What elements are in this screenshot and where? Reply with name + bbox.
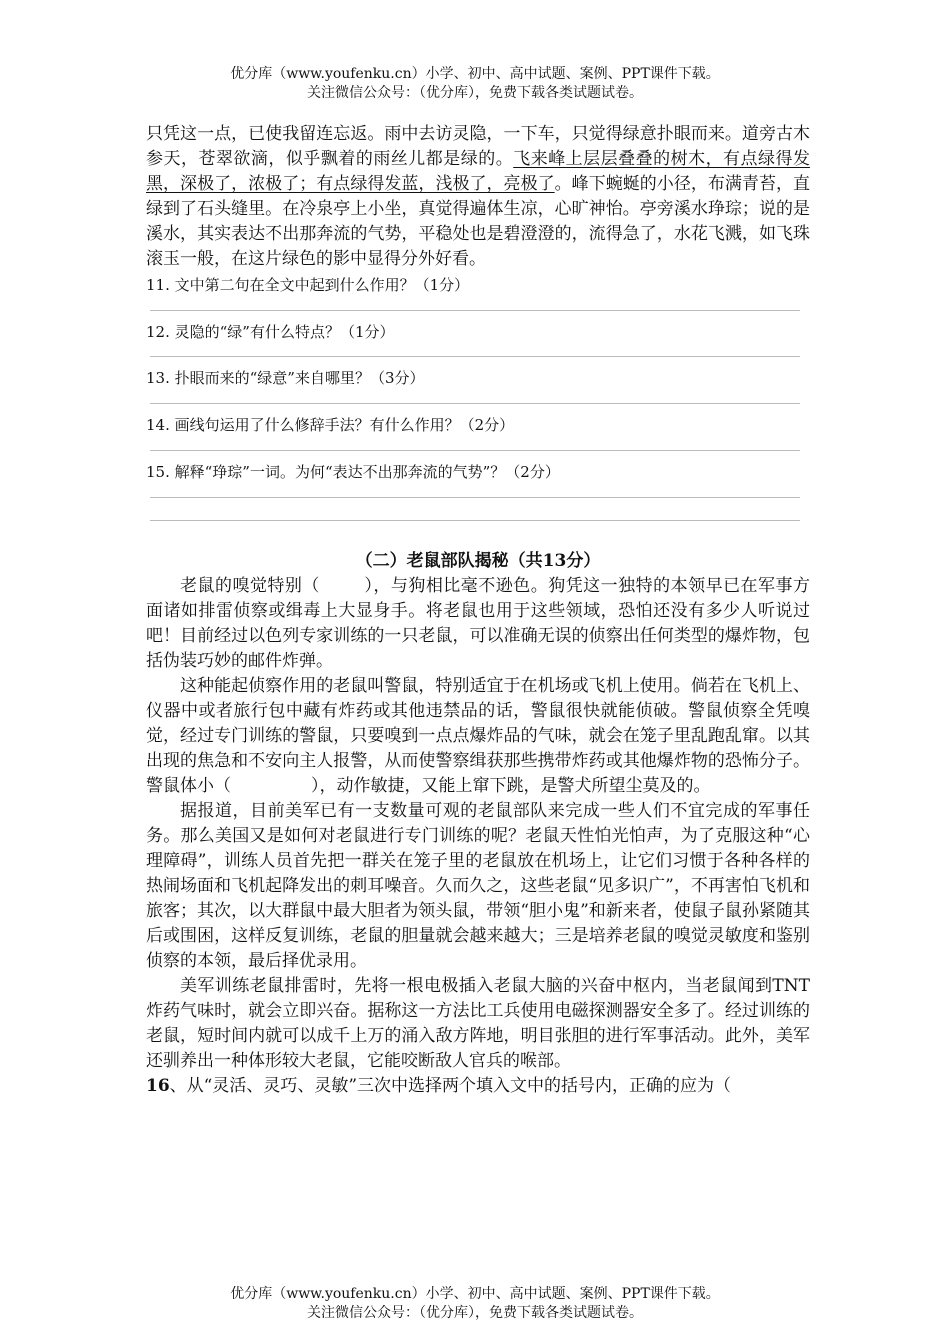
header-line-1: 优分库（www.youfenku.cn）小学、初中、高中试题、案例、PPT课件下载。 [230, 66, 720, 82]
header-line-2: 关注微信公众号：（优分库），免费下载各类试题试卷。 [307, 85, 643, 101]
section-title: （二）老鼠部队揭秘（共13分） [355, 551, 601, 571]
footer-line-2: 关注微信公众号：（优分库），免费下载各类试题试卷。 [307, 1305, 643, 1321]
answer-line-15b[interactable] [150, 520, 800, 521]
passage-text: 只凭这一点，已使我留连忘返。雨中去访灵隐，一下车，只觉得绿意扑眼而来。道旁古木参天，苍翠欲滴，似乎飘着的雨丝儿都是绿的。 [146, 124, 810, 169]
question-15: 15. 解释“琤琮”一词。为何“表达不出那奔流的气势”？（2分） [146, 463, 560, 481]
paragraph-1-text-b: ），与狗相比毫不逊色。狗凭这一独特的本领早已在军事方面诸如排雷侦察或缉毒上大显身手。将老鼠也用于这些领域，恐怕还没有多少人听说过吧！目前经过以色列专家训练的一只老鼠，可以准确无误的侦察出任何类型的爆炸物，包括伪装巧妙的邮件炸弹。 [146, 576, 811, 671]
passage-lingyin [146, 122, 810, 272]
paragraph-2-text-b: ），动作敏捷，又能上窜下跳，是警犬所望尘莫及的。 [311, 776, 711, 796]
question-12: 12. 灵隐的“绿”有什么特点？（1分） [146, 323, 395, 341]
question-14: 14. 画线句运用了什么修辞手法？有什么作用？（2分） [146, 416, 515, 434]
passage-text-rest: 。峰下蜿蜒的小径，布满青苔，直绿到了石头缝里。在冷泉亭上小坐，真觉得遍体生凉，心旷神怡。亭旁溪水琤琮；说的是溪水，其实表达不出那奔流的气势，平稳处也是碧澄澄的，流得急了，水花飞溅，如飞珠滚玉一般，在这片绿色的影中显得分外好看。 [146, 174, 811, 269]
paragraph-2-text-a: 这种能起侦察作用的老鼠叫警鼠，特别适宜于在机场或飞机上使用。倘若在飞机上、仪器中或者旅行包中藏有炸药或其他违禁品的话，警鼠很快就能侦破。警鼠侦察全凭嗅觉，经过专门训练的警鼠，只要嗅到一点点爆炸品的气味，就会在笼子里乱跑乱窜。以其出现的焦急和不安向主人报警，从而使警察缉获那些携带炸药或其他爆炸物的恐怖分子。警鼠体小（ [146, 676, 810, 796]
answer-line-12[interactable] [150, 356, 800, 357]
footer-line-1: 优分库（www.youfenku.cn）小学、初中、高中试题、案例、PPT课件下载。 [230, 1286, 720, 1302]
page-header [0, 65, 950, 103]
question-13: 13. 扑眼而来的“绿意”来自哪里？（3分） [146, 369, 425, 387]
answer-line-11[interactable] [150, 310, 800, 311]
question-16 [146, 1074, 810, 1099]
answer-line-15a[interactable] [150, 497, 800, 498]
page-footer [0, 1285, 950, 1323]
article-paragraph-3: 据报道，目前美军已有一支数量可观的老鼠部队来完成一些人们不宜完成的军事任务。那么美国又是如何对老鼠进行专门训练的呢？老鼠天性怕光怕声，为了克服这种“心理障碍”，训练人员首先把一群关在笼子里的老鼠放在机场上，让它们习惯于各种各样的热闹场面和飞机起降发出的刺耳噪音。久而久之，这些老鼠“见多识广”，不再害怕飞机和旅客；其次，以大群鼠中最大胆者为领头鼠，带领“胆小鬼”和新来者，使鼠子鼠孙紧随其后或围困，这样反复训练，老鼠的胆量就会越来越大；三是培养老鼠的嗅觉灵敏度和鉴别侦察的本领，最后择优录用。 [146, 801, 810, 971]
page-content [146, 122, 810, 1099]
underlined-sentence: 飞来峰上层层叠叠的树木，有点绿得发黑，深极了，浓极了；有点绿得发蓝，浅极了，亮极了 [146, 149, 811, 194]
answer-line-14[interactable] [150, 450, 800, 451]
paragraph-1-text-a: 老鼠的嗅觉特别（ [180, 576, 320, 596]
question-11: 11. 文中第二句在全文中起到什么作用？（1分） [146, 276, 470, 294]
article-paragraph-2 [146, 674, 810, 799]
question-16-number: 16 [146, 1076, 170, 1096]
question-16-text: 、从“灵活、灵巧、灵敏”三次中选择两个填入文中的括号内，正确的应为（ [169, 1076, 732, 1096]
answer-line-13[interactable] [150, 403, 800, 404]
article-paragraph-1 [146, 574, 810, 674]
article-paragraph-4: 美军训练老鼠排雷时，先将一根电极插入老鼠大脑的兴奋中枢内，当老鼠闻到TNT炸药气味时，就会立即兴奋。据称这一方法比工兵使用电磁探测器安全多了。经过训练的老鼠，短时间内就可以成千上万的涌入敌方阵地，明目张胆的进行军事活动。此外，美军还驯养出一种体形较大老鼠，它能咬断敌人官兵的喉部。 [146, 976, 810, 1071]
